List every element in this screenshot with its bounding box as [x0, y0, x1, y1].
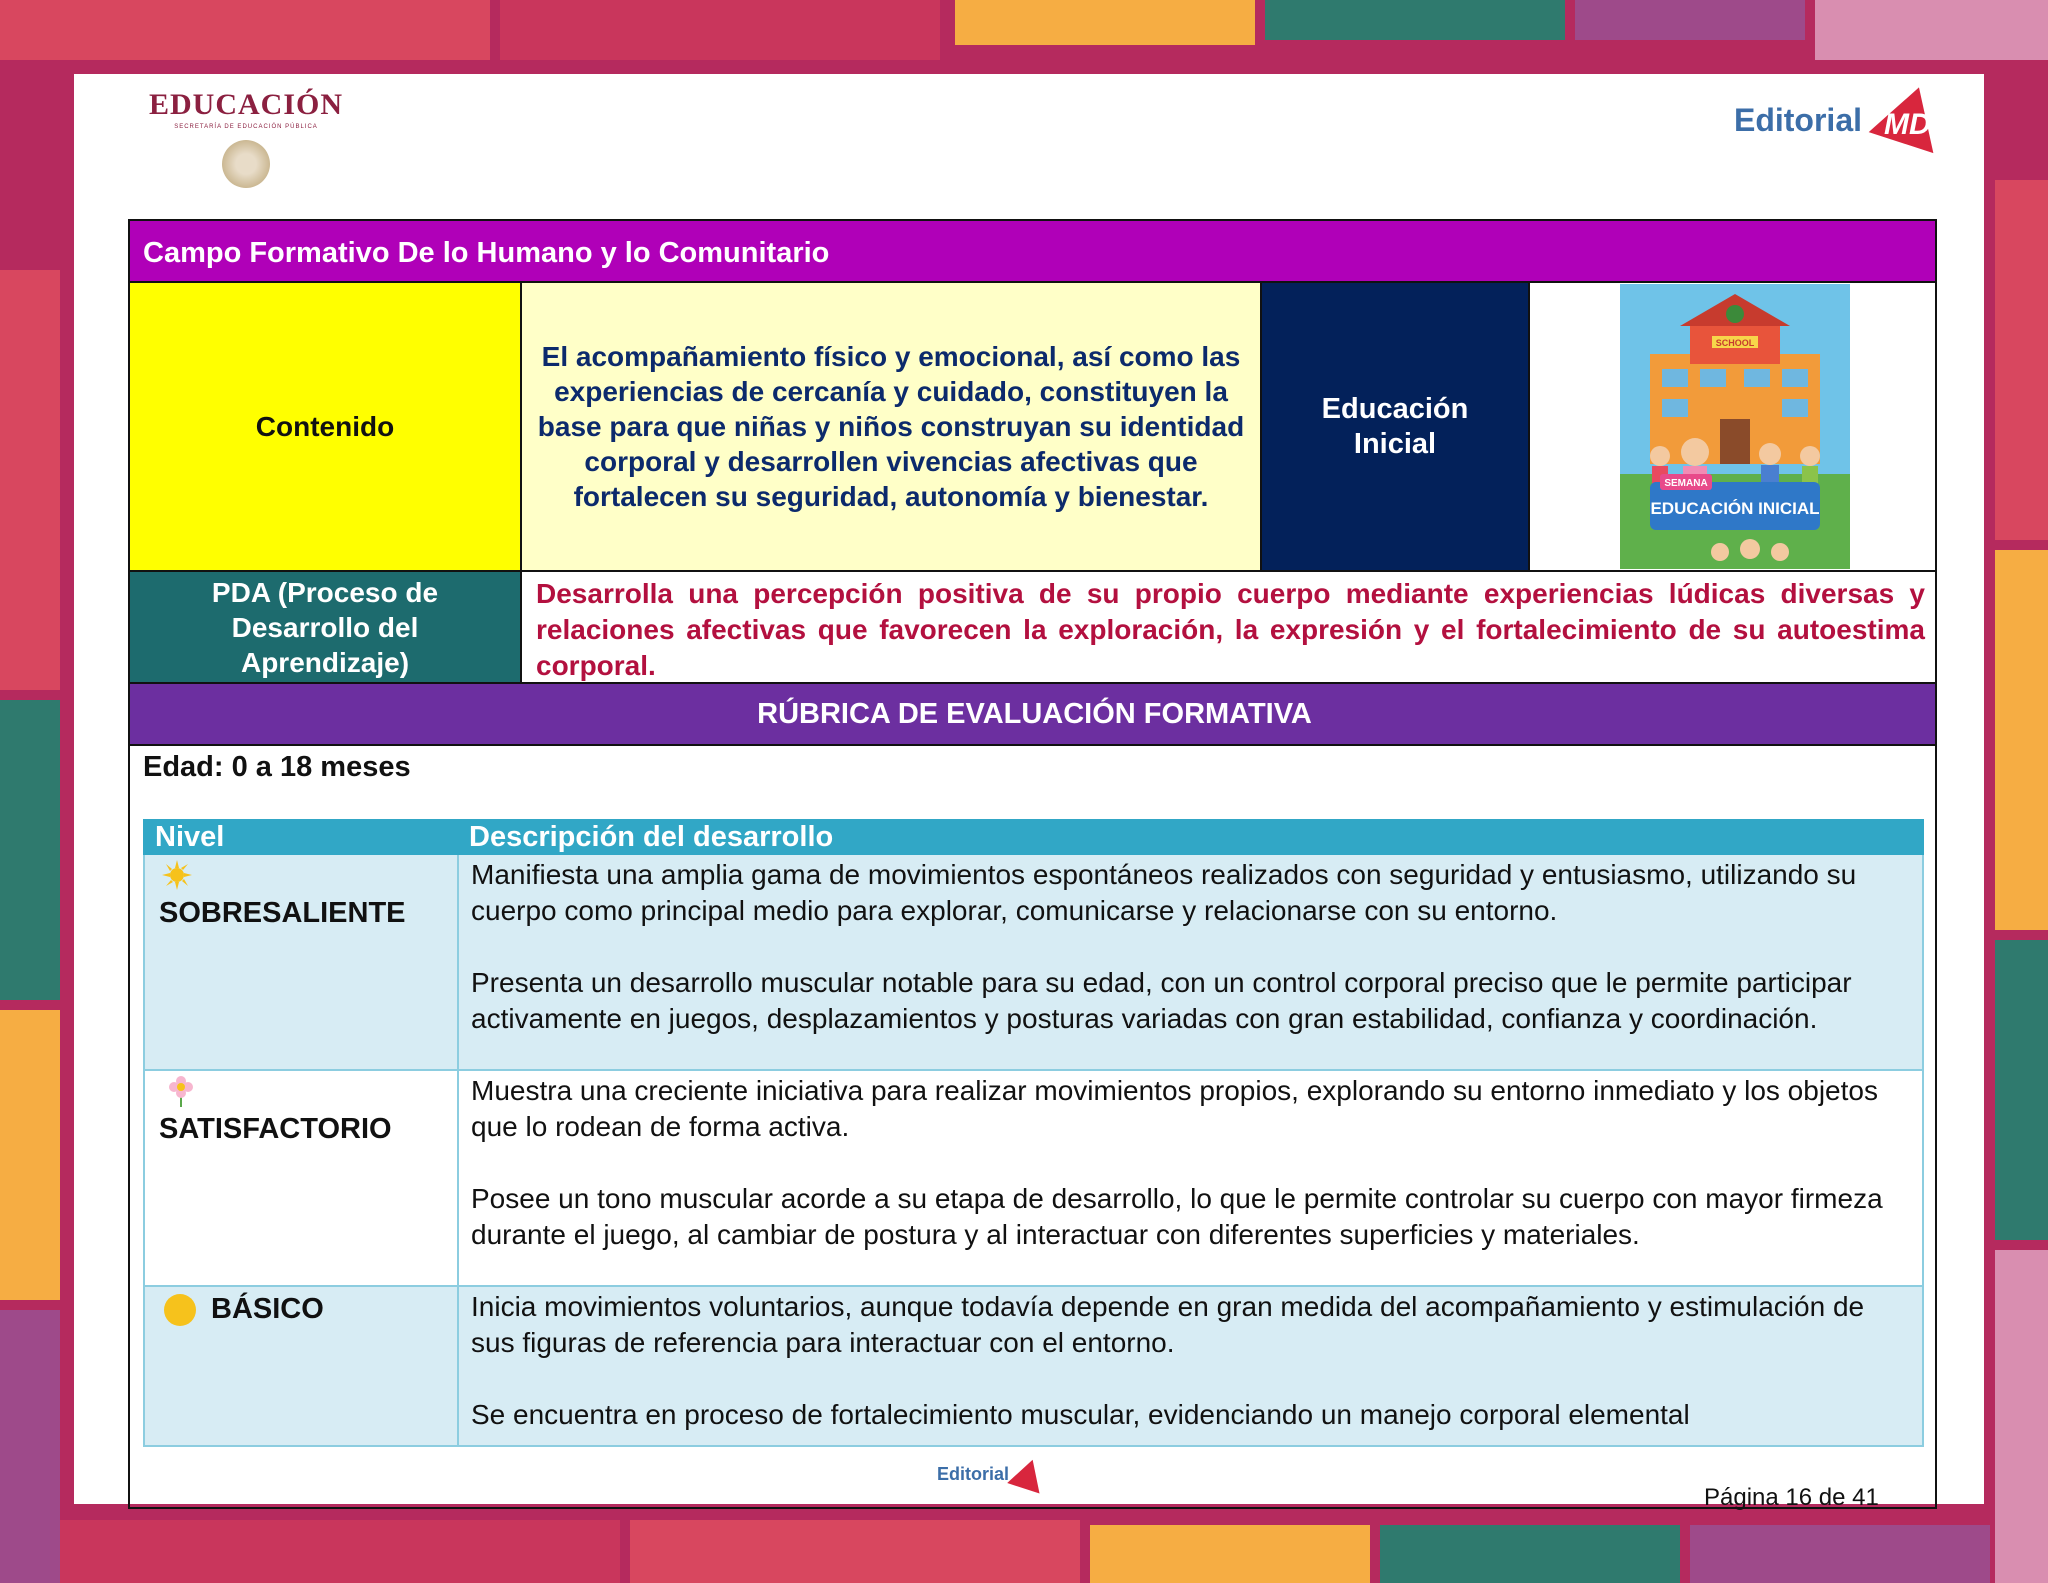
bg-block	[1575, 0, 1805, 40]
campo-formativo-title: Campo Formativo De lo Humano y lo Comunitario	[130, 221, 1935, 283]
bg-block	[60, 1520, 620, 1583]
school-sign-text: SCHOOL	[1715, 338, 1754, 348]
description-paragraph: Inicia movimientos voluntarios, aunque todavía depende en gran medida del acompañamiento y estimulación de sus figuras de referencia para interactuar con el entorno.	[471, 1291, 1865, 1358]
school-illustration-svg	[1620, 284, 1850, 569]
level-cell	[145, 1071, 459, 1285]
md-triangle-icon	[1866, 80, 1958, 160]
bg-block	[955, 0, 1255, 45]
bg-block	[1995, 1250, 2048, 1583]
col-header-descripcion: Descripción del desarrollo	[469, 821, 834, 853]
bg-block	[1380, 1525, 1680, 1583]
bg-block	[0, 1010, 60, 1300]
rubrica-title: RÚBRICA DE EVALUACIÓN FORMATIVA	[130, 684, 1937, 746]
banner-main-text: EDUCACIÓN INICIAL	[1649, 499, 1820, 518]
footer-logo-word: Editorial	[937, 1463, 1010, 1484]
edad-label: Edad: 0 a 18 meses	[143, 751, 411, 783]
contenido-text: El acompañamiento físico y emocional, así como las experiencias de cercanía y cuidado, constituyen la base para que niñas y niños construyan su identidad corporal y desarrollen vivencias afectivas que fortalecen su seguridad, autonomía y bienestar.	[522, 283, 1262, 572]
national-seal-icon	[222, 140, 270, 188]
pda-label-text: PDA (Proceso de Desarrollo del Aprendizaje)	[211, 576, 439, 678]
level-cell	[145, 855, 459, 1069]
description-paragraph: Presenta un desarrollo muscular notable para su edad, con un control corporal preciso que le permite participar activamente en juegos, desplazamientos y posturas variadas con gran estabilidad, confianza y coordinación.	[471, 967, 1852, 1034]
description-paragraph: Manifiesta una amplia gama de movimientos espontáneos realizados con seguridad y entusiasmo, utilizando su cuerpo como principal medio para explorar, comunicarse y relacionarse con su entorno.	[471, 859, 1857, 926]
rubric-row-satisfactorio	[143, 1071, 1924, 1287]
bg-block	[630, 1520, 1080, 1583]
bg-block	[1690, 1525, 1990, 1583]
page-number: Página 16 de 41	[1704, 1484, 1879, 1511]
sep-logo	[126, 88, 366, 198]
rubric-row-basico	[143, 1287, 1924, 1447]
level-description	[471, 1073, 1910, 1253]
school-illustration	[1530, 283, 1937, 572]
bg-block	[0, 270, 60, 690]
bg-block	[1815, 0, 2048, 60]
bg-block	[1995, 940, 2048, 1240]
rubric-table	[143, 819, 1924, 1447]
document-page	[74, 74, 1984, 1511]
bg-block	[1090, 1525, 1370, 1583]
bg-block	[1995, 550, 2048, 930]
col-header-nivel: Nivel	[155, 821, 225, 853]
description-paragraph: Se encuentra en proceso de fortalecimiento muscular, evidenciando un manejo corporal elemental	[471, 1399, 1690, 1430]
sun-icon	[161, 859, 193, 891]
bg-block	[0, 0, 490, 60]
level-cell	[145, 1287, 459, 1445]
rubric-header-row	[143, 819, 1924, 855]
pda-text: Desarrolla una percepción positiva de su propio cuerpo mediante experiencias lúdicas diversas y relaciones afectivas que favorecen la exploración, la expresión y el fortalecimiento de su autoestima corporal.	[522, 572, 1937, 684]
rubric-row-sobresaliente	[143, 855, 1924, 1071]
flower-icon	[167, 1075, 195, 1109]
editorial-md-logo	[1734, 80, 1958, 160]
level-description	[471, 1289, 1910, 1433]
yellow-circle-icon	[163, 1293, 197, 1327]
sep-logo-word: EDUCACIÓN	[148, 88, 343, 121]
nivel-educativo	[1262, 283, 1530, 572]
md-logo-mark: MD	[1884, 108, 1931, 141]
level-name: BÁSICO	[211, 1293, 324, 1325]
bg-block	[0, 1310, 60, 1583]
description-paragraph: Posee un tono muscular acorde a su etapa de desarrollo, lo que le permite controlar su cuerpo con mayor firmeza durante el juego, al cambiar de postura y al interactuar con diferentes superficies y materiales.	[471, 1183, 1883, 1250]
bg-block	[1265, 0, 1565, 40]
bg-block	[1995, 180, 2048, 540]
bg-block	[500, 0, 940, 60]
planning-table	[128, 219, 1937, 1509]
level-name: SOBRESALIENTE	[159, 897, 406, 929]
level-name: SATISFACTORIO	[159, 1113, 392, 1145]
contenido-label: Contenido	[130, 283, 522, 572]
level-description	[471, 857, 1910, 1037]
pda-label	[130, 572, 522, 684]
sep-logo-subtitle: SECRETARÍA DE EDUCACIÓN PÚBLICA	[174, 124, 318, 130]
footer-editorial-logo	[937, 1459, 1045, 1489]
description-paragraph: Muestra una creciente iniciativa para realizar movimientos propios, explorando su entorno inmediato y los objetos que lo rodean de forma activa.	[471, 1075, 1878, 1142]
bg-block	[0, 700, 60, 1000]
md-triangle-icon	[1007, 1454, 1049, 1493]
editorial-logo-word: Editorial	[1733, 101, 1862, 138]
nivel-educativo-text: Educación Inicial	[1321, 392, 1469, 460]
banner-top-text: SEMANA	[1663, 478, 1708, 489]
